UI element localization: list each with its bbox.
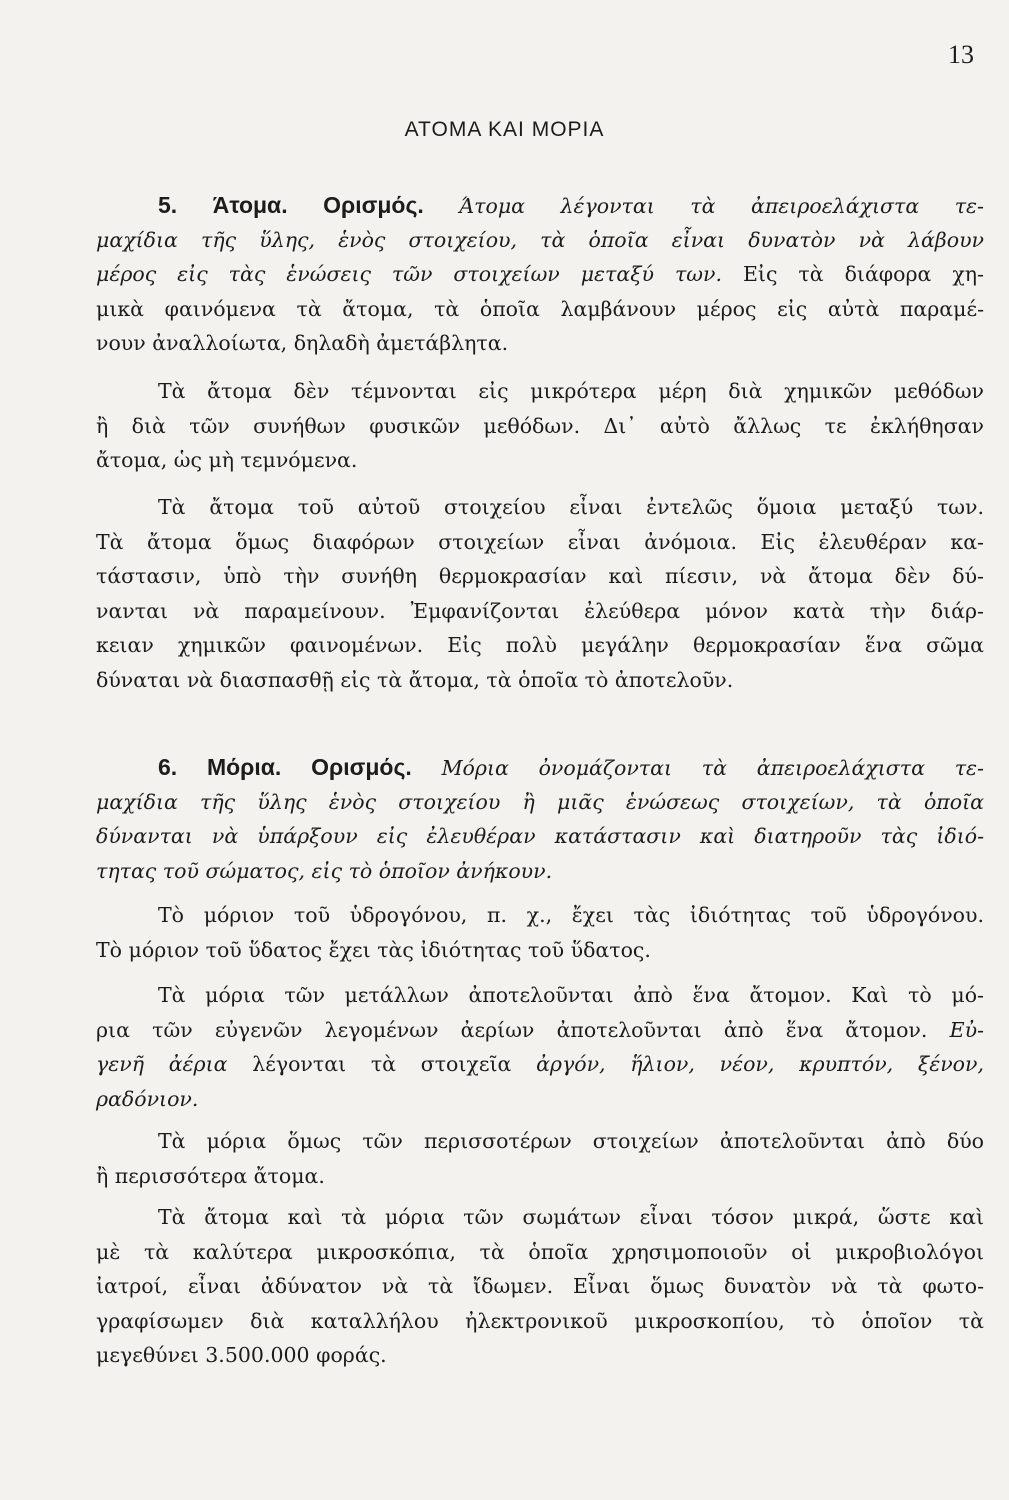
paragraph-line: Τὰ μόρια τῶν μετάλλων ἀποτελοῦνται ἀπὸ ἕνα ἄτομον. Καὶ τὸ μό- [158, 983, 984, 1007]
section-5-line: μαχίδια τῆς ὕλης, ἑνὸς στοιχείου, τὰ ὁποῖα εἶναι δυνατὸν νὰ λάβουν [96, 227, 984, 252]
section-6-line: δύνανται νὰ ὑπάρξουν εἰς ἐλευθέραν κατάστασιν καὶ διατηροῦν τὰς ἰδιό- [96, 824, 984, 849]
paragraph-line: νανται νὰ παραμείνουν. Ἐμφανίζονται ἐλεύθερα μόνον κατὰ τὴν διάρ- [96, 598, 984, 623]
paragraph-line: τάστασιν, ὑπὸ τὴν συνήθη θερμοκρασίαν καὶ πίεσιν, νὰ ἄτομα δὲν δύ- [96, 564, 984, 589]
paragraph-line: γραφίσωμεν διὰ καταλλήλου ἠλεκτρονικοῦ μικροσκοπίου, τὸ ὁποῖον τὰ [96, 1308, 984, 1333]
section-5-definition-end: μέρος εἰς τὰς ἑνώσεις τῶν στοιχείων μεταξύ των. [96, 262, 722, 287]
paragraph-line: ἄτομα, ὡς μὴ τεμνόμενα. [96, 448, 358, 473]
paragraph-line: κειαν χημικῶν φαινομένων. Εἰς πολὺ μεγάλην θερμοκρασίαν ἕνα σῶμα [96, 633, 984, 658]
section-5-line: νουν ἀναλλοίωτα, δηλαδὴ ἀμετάβλητα. [96, 331, 509, 356]
section-5-line [96, 188, 984, 223]
section-5-line: μικὰ φαινόμενα τὰ ἄτομα, τὰ ὁποῖα λαμβάνουν μέρος εἰς αὐτὰ παραμέ- [96, 296, 984, 321]
paragraph-line: μὲ τὰ καλύτερα μικροσκόπια, τὰ ὁποῖα χρησιμοποιοῦν οἱ μικροβιολόγοι [96, 1239, 984, 1264]
section-5-number: 5. [158, 192, 178, 218]
paragraph-line: δύναται νὰ διασπασθῇ εἰς τὰ ἄτομα, τὰ ὁποῖα τὸ ἀποτελοῦν. [96, 667, 734, 692]
noble-gases-list: ἀργόν, ἥλιον, νέον, κρυπτόν, ξένον, [536, 1052, 984, 1077]
paragraph-line: ἢ διὰ τῶν συνήθων φυσικῶν μεθόδων. Δι᾽ αὐτὸ ἄλλως τε ἐκλήθησαν [96, 413, 984, 438]
section-6-line [96, 750, 984, 785]
paragraph-line [96, 1013, 984, 1048]
paragraph-noble-gases [96, 978, 984, 1116]
paragraph-line: Τὰ ἄτομα τοῦ αὐτοῦ στοιχείου εἶναι ἐντελῶς ὅμοια μεταξύ των. [158, 495, 984, 519]
paragraph-line: Τὸ μόριον τοῦ ὕδατος ἔχει τὰς ἰδιότητας τοῦ ὕδατος. [96, 937, 651, 962]
paragraph-polyatomic [96, 1124, 984, 1193]
section-5-title: Άτομα. [212, 192, 288, 218]
page-number: 13 [948, 40, 974, 69]
section-6 [96, 750, 984, 888]
paragraph-atoms-indivisible [96, 374, 984, 478]
paragraph-line: Τὰ ἄτομα δὲν τέμνονται εἰς μικρότερα μέρη διὰ χημικῶν μεθόδων [158, 379, 984, 403]
section-5-text: Εἰς τὰ διάφορα χη- [742, 262, 984, 287]
paragraph-line: ραδόνιον. [96, 1086, 199, 1111]
section-6-title: Μόρια. [206, 754, 282, 780]
paragraph-text: λέγονται τὰ στοιχεῖα [252, 1052, 512, 1077]
section-5-definition-text: Άτομα λέγονται τὰ ἀπειροελάχιστα τε- [459, 194, 984, 218]
paragraph-text: ρια τῶν εὐγενῶν λεγομένων ἀερίων ἀποτελοῦνται ἀπὸ ἕνα ἄτομον. [96, 1017, 928, 1042]
paragraph-line: ἰατροί, εἶναι ἀδύνατον νὰ τὰ ἴδωμεν. Εἶναι ὅμως δυνατὸν νὰ τὰ φωτο- [96, 1274, 984, 1299]
paragraph-molecule-examples [96, 898, 984, 967]
running-head: ΑΤΟΜΑ ΚΑΙ ΜΟΡΙΑ [404, 118, 605, 141]
section-6-line: μαχίδια τῆς ὕλης ἑνὸς στοιχείου ἢ μιᾶς ἑνώσεως στοιχείων, τὰ ὁποῖα [96, 789, 984, 814]
section-5-definition-label: Ορισμός. [323, 192, 424, 218]
section-6-number: 6. [158, 754, 178, 780]
paragraph-atoms-same-element [96, 490, 984, 698]
section-6-definition-text: Μόρια ὀνομάζονται τὰ ἀπειροελάχιστα τε- [441, 756, 984, 780]
paragraph-line: Τὰ ἄτομα ὅμως διαφόρων στοιχείων εἶναι ἀνόμοια. Εἰς ἐλευθέραν κα- [96, 529, 984, 554]
paragraph-line: μεγεθύνει 3.500.000 φοράς. [96, 1343, 387, 1368]
section-5 [96, 188, 984, 361]
paragraph-microscope [96, 1200, 984, 1373]
paragraph-line: ἢ περισσότερα ἄτομα. [96, 1163, 325, 1188]
paragraph-line: Τὰ μόρια ὅμως τῶν περισσοτέρων στοιχείων ἀποτελοῦνται ἀπὸ δύο [158, 1129, 984, 1153]
paragraph-line [96, 1047, 984, 1082]
paragraph-line: Τὸ μόριον τοῦ ὑδρογόνου, π. χ., ἔχει τὰς ἰδιότητας τοῦ ὑδρογόνου. [158, 903, 984, 927]
noble-gases-term: Εὐ- [949, 1017, 984, 1042]
paragraph-line: Τὰ ἄτομα καὶ τὰ μόρια τῶν σωμάτων εἶναι τόσον μικρά, ὥστε καὶ [158, 1205, 984, 1229]
section-6-definition-label: Ορισμός. [311, 754, 412, 780]
section-5-line [96, 257, 984, 292]
noble-gases-term: γενῆ ἀέρια [96, 1052, 228, 1077]
section-6-line: τητας τοῦ σώματος, εἰς τὸ ὁποῖον ἀνήκουν. [96, 858, 553, 883]
